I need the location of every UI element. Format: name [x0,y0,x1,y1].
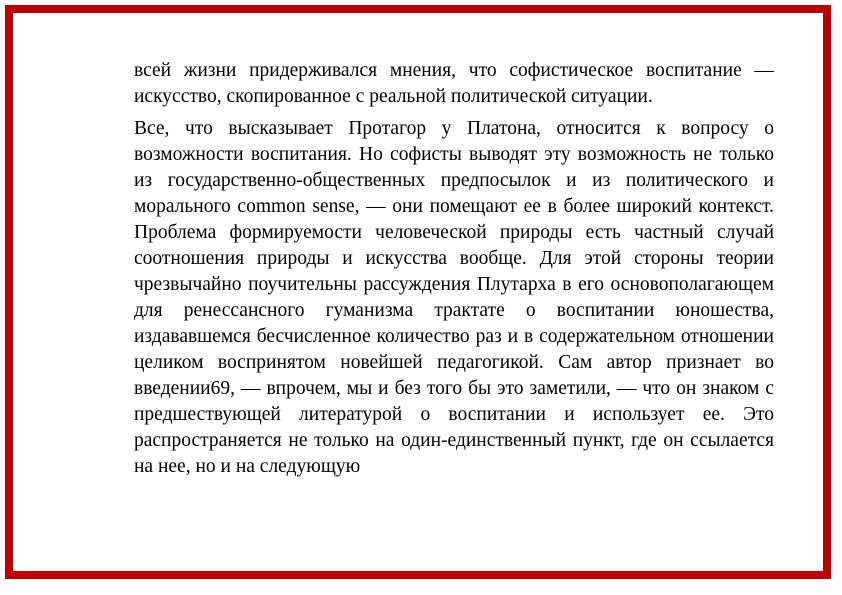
paragraph-2: Все, что высказывает Протагор у Платона, относится к вопросу о возможности воспитания. Но софисты выводят эту возможность не только из государственно-общественных предпосылок и из политического и морального common sense, — они помещают ее в более широкий контекст. Проблема формируемости человеческой природы есть частный случай соотношения природы и искусства вообще. Для этой стороны теории чрезвычайно поучительны рассуждения Плутарха в его основополагающем для ренессансного гуманизма трактате о воспитании юношества, издававшемся бесчисленное количество раз и в содержательном отношении целиком воспринятом новейшей педагогикой. Сам автор признает во введении69, — впрочем, мы и без того бы это заметили, — что он знаком с предшествующей литературой о воспитании и использует ее. Это распространяется не только на один-единственный пункт, где он ссылается на нее, но и на следующую [134,118,774,477]
text-content [134,58,774,480]
paragraph-1: всей жизни придерживался мнения, что софистическое воспитание — искусство, скопированное с реальной политической ситуации. [134,60,774,107]
